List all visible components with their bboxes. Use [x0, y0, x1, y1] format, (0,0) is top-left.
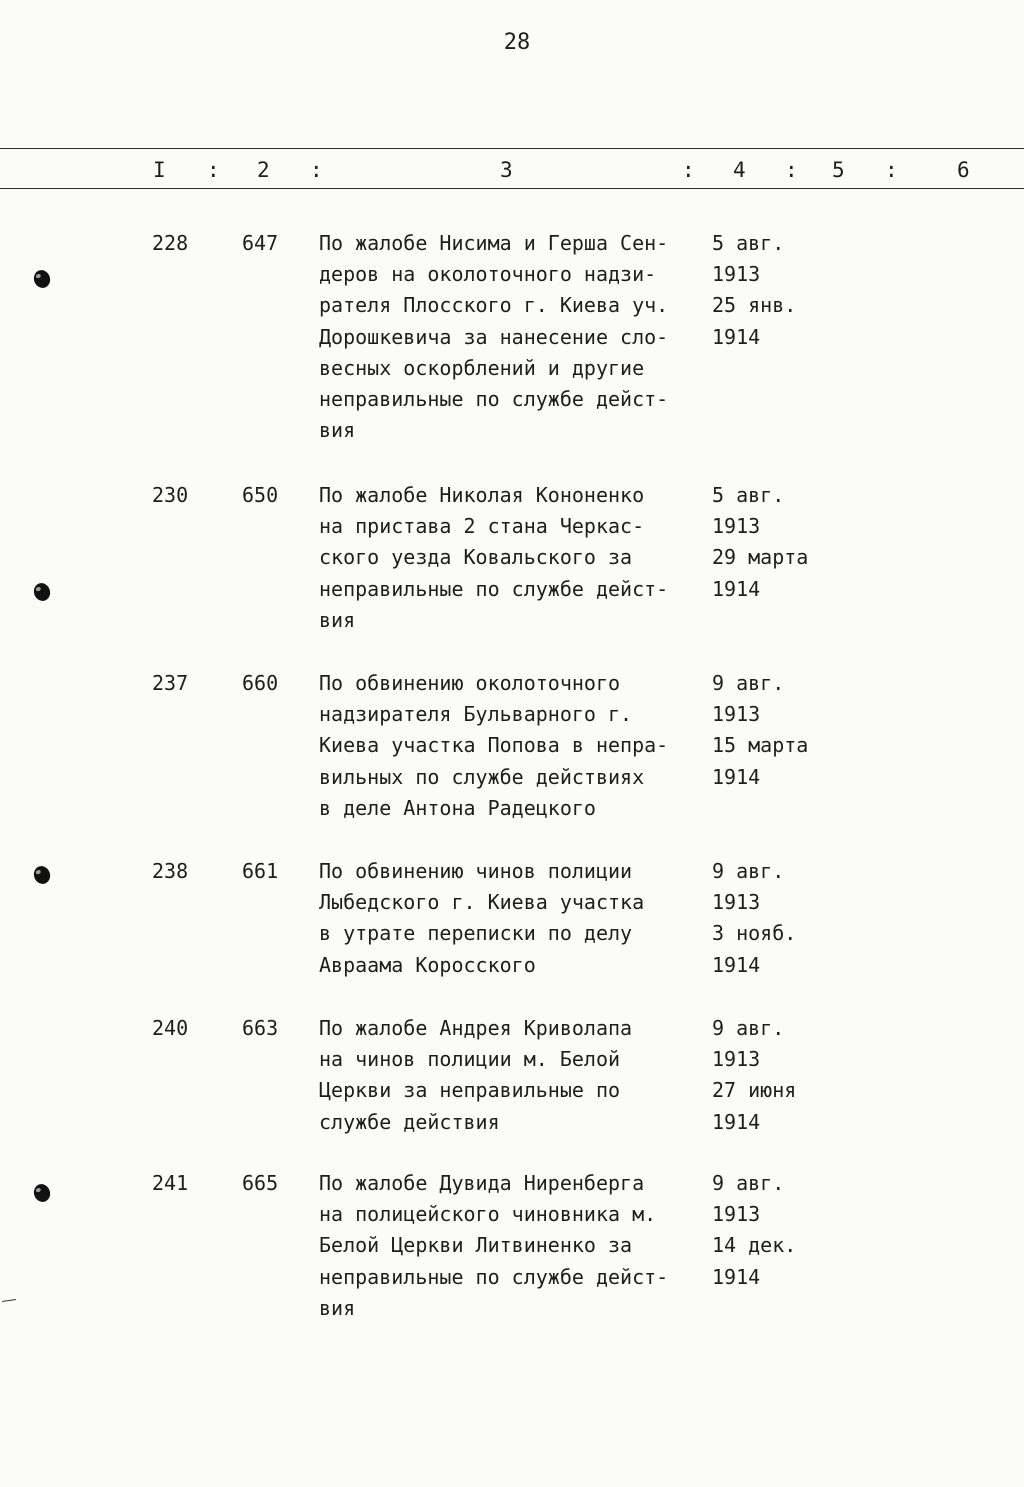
header-col-3: 3 [500, 158, 513, 182]
header-col-5: 5 [832, 158, 845, 182]
description-line: вия [319, 418, 356, 443]
record-dates [712, 1168, 852, 1293]
end-date: 14 дек. [712, 1233, 797, 1258]
header-sep-4: : [785, 158, 798, 182]
description-line: вия [319, 1295, 356, 1320]
start-date: 9 авг. [712, 1171, 785, 1195]
start-date: 9 авг. [712, 1016, 785, 1040]
start-date: 9 авг. [712, 859, 785, 883]
record-description [319, 480, 709, 636]
description-line: на полицейского чиновника м. [319, 1202, 657, 1227]
case-number: 660 [242, 671, 279, 695]
record-number: 228 [152, 231, 189, 255]
record-number: 240 [152, 1016, 189, 1040]
start-year: 1913 [712, 514, 761, 539]
punch-hole [31, 268, 52, 290]
description-line: Дорошкевича за нанесение сло- [319, 324, 669, 349]
end-year: 1914 [712, 952, 761, 977]
description-line: Белой Церкви Литвиненко за [319, 1233, 633, 1258]
description-line: службе действия [319, 1109, 500, 1134]
header-col-1: I [153, 158, 166, 182]
description-line: в деле Антона Радецкого [319, 795, 596, 820]
start-year: 1913 [712, 890, 761, 915]
start-year: 1913 [712, 1202, 761, 1227]
record-description [319, 228, 709, 446]
end-year: 1914 [712, 1264, 761, 1289]
record-dates [712, 668, 852, 793]
case-number: 647 [242, 231, 279, 255]
end-date: 29 марта [712, 545, 809, 570]
description-line: надзирателя Бульварного г. [319, 702, 633, 727]
description-line: Авраама Коросского [319, 952, 536, 977]
description-line: По обвинению околоточного [319, 671, 621, 695]
header-sep-3: : [682, 158, 695, 182]
start-year: 1913 [712, 262, 761, 287]
record-number: 230 [152, 483, 189, 507]
header-sep-2: : [310, 158, 323, 182]
end-date: 3 нояб. [712, 921, 797, 946]
record-dates [712, 228, 852, 353]
page-number: 28 [503, 30, 531, 55]
description-line: Лыбедского г. Киева участка [319, 890, 645, 915]
start-year: 1913 [712, 702, 761, 727]
start-date: 5 авг. [712, 483, 785, 507]
record-dates [712, 480, 852, 605]
description-line: По жалобе Нисима и Герша Сен- [319, 231, 669, 255]
description-line: вильных по службе действиях [319, 764, 645, 789]
end-year: 1914 [712, 576, 761, 601]
description-line: неправильные по службе дейст- [319, 576, 669, 601]
column-header-row [0, 158, 1024, 184]
description-line: По жалобе Дувида Ниренберга [319, 1171, 645, 1195]
case-number: 661 [242, 859, 279, 883]
description-line: По обвинению чинов полиции [319, 859, 633, 883]
description-line: неправильные по службе дейст- [319, 387, 669, 412]
description-line: на пристава 2 стана Черкас- [319, 514, 645, 539]
description-line: деров на околоточного надзи- [319, 262, 657, 287]
punch-hole [31, 864, 52, 886]
record-description [319, 1013, 709, 1138]
margin-mark [2, 1299, 16, 1302]
end-date: 27 июня [712, 1078, 797, 1103]
description-line: вия [319, 607, 356, 632]
start-date: 9 авг. [712, 671, 785, 695]
case-number: 663 [242, 1016, 279, 1040]
description-line: Киева участка Попова в непра- [319, 733, 669, 758]
start-date: 5 авг. [712, 231, 785, 255]
description-line: весных оскорблений и другие [319, 355, 645, 380]
end-year: 1914 [712, 1109, 761, 1134]
case-number: 665 [242, 1171, 279, 1195]
record-number: 238 [152, 859, 189, 883]
description-line: По жалобе Николая Кононенко [319, 483, 645, 507]
record-number: 241 [152, 1171, 189, 1195]
header-col-4: 4 [733, 158, 746, 182]
end-year: 1914 [712, 324, 761, 349]
header-rule-top [0, 148, 1024, 149]
case-number: 650 [242, 483, 279, 507]
description-line: Церкви за неправильные по [319, 1078, 621, 1103]
description-line: По жалобе Андрея Криволапа [319, 1016, 633, 1040]
description-line: ского уезда Ковальского за [319, 545, 633, 570]
header-sep-5: : [885, 158, 898, 182]
end-date: 25 янв. [712, 293, 797, 318]
description-line: неправильные по службе дейст- [319, 1264, 669, 1289]
header-rule-bottom [0, 188, 1024, 189]
record-description [319, 856, 709, 981]
end-year: 1914 [712, 764, 761, 789]
record-number: 237 [152, 671, 189, 695]
start-year: 1913 [712, 1047, 761, 1072]
header-sep-1: : [207, 158, 220, 182]
description-line: рателя Плосского г. Киева уч. [319, 293, 669, 318]
description-line: на чинов полиции м. Белой [319, 1047, 621, 1072]
end-date: 15 марта [712, 733, 809, 758]
record-dates [712, 856, 852, 981]
header-col-6: 6 [957, 158, 970, 182]
punch-hole [31, 1182, 52, 1204]
punch-hole [31, 581, 52, 603]
header-col-2: 2 [257, 158, 270, 182]
record-description [319, 1168, 709, 1324]
record-description [319, 668, 709, 824]
record-dates [712, 1013, 852, 1138]
description-line: в утрате переписки по делу [319, 921, 633, 946]
